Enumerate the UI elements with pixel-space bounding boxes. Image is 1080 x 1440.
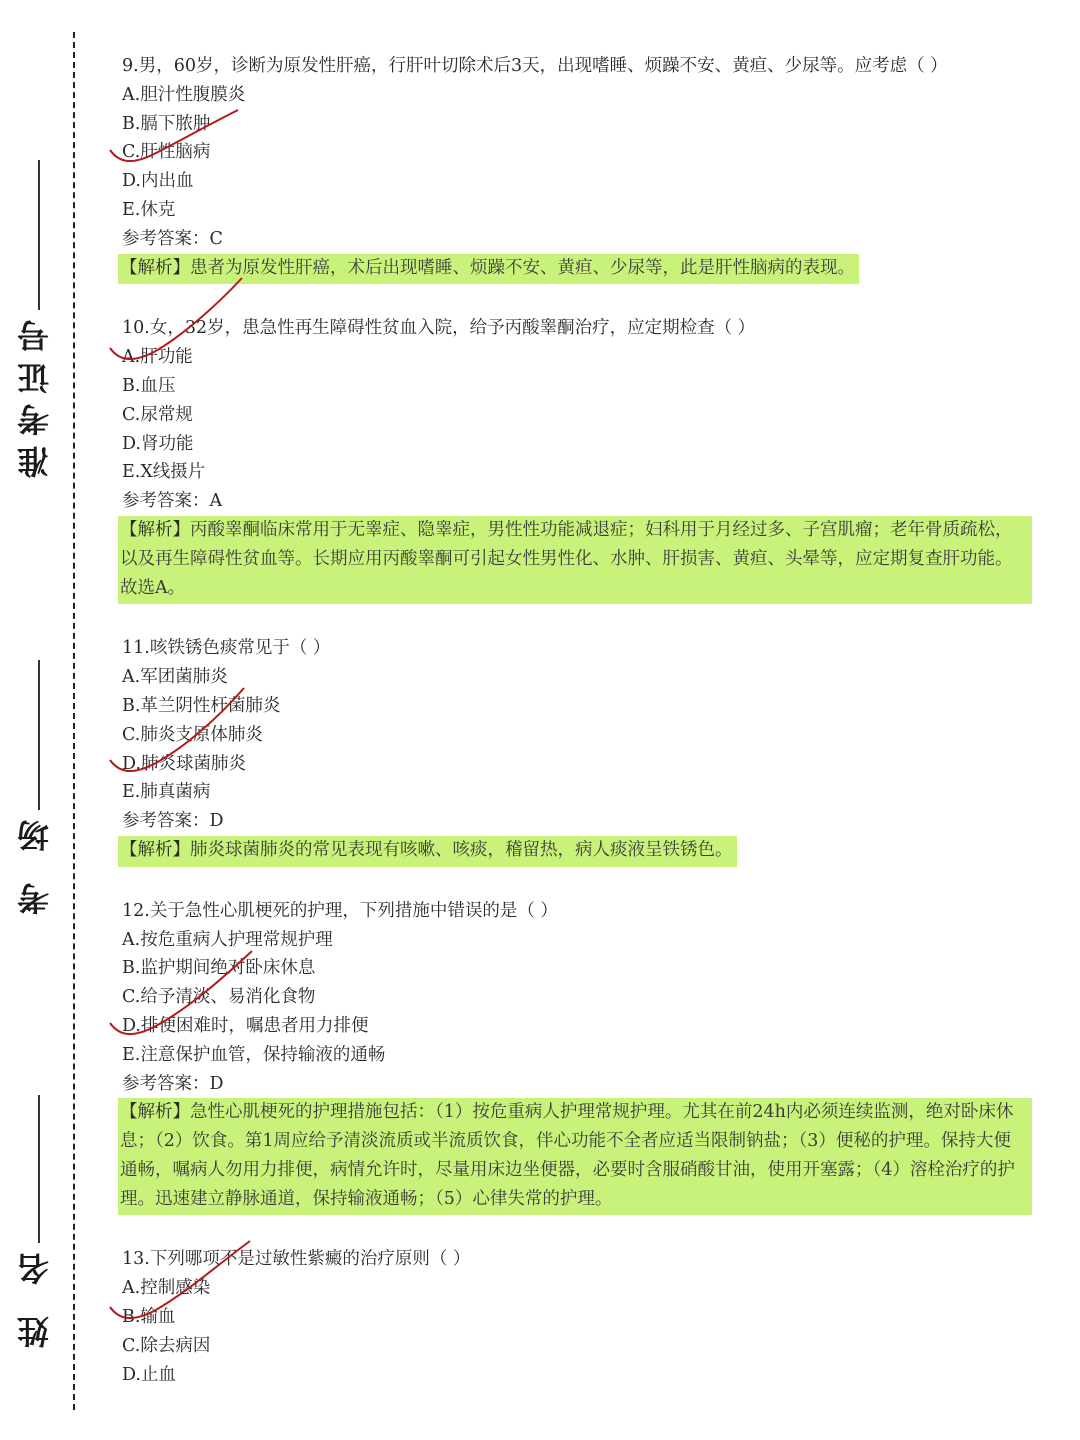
reference-answer: 参考答案：A [122, 491, 223, 512]
reference-answer: 参考答案：C [122, 228, 223, 249]
exam-room-blank [38, 660, 40, 810]
option-a: A.控制感染 [122, 1278, 211, 1299]
analysis-text: 肺炎球菌肺炎的常见表现有咳嗽、咳痰，稽留热，病人痰液呈铁锈色。 [190, 839, 733, 860]
analysis-box [118, 254, 859, 285]
option-b: B.血压 [122, 375, 176, 396]
option-a: A.军团菌肺炎 [122, 667, 228, 688]
option-c: C.给予清淡、易消化食物 [122, 987, 316, 1008]
name-field [8, 1095, 62, 1348]
exam-info-margin [0, 0, 90, 1440]
question-stem: 13.下列哪项不是过敏性紫癜的治疗原则（ ） [122, 1249, 471, 1270]
option-d: D.肾功能 [122, 433, 194, 454]
option-e: E.休克 [122, 199, 176, 220]
question-stem: 11.咳铁锈色痰常见于（ ） [122, 638, 331, 659]
option-c: C.肝性脑病 [122, 142, 211, 163]
option-d: D.排便困难时，嘱患者用力排便 [122, 1015, 369, 1036]
option-b: B.膈下脓肿 [122, 113, 211, 134]
question-list [122, 52, 1042, 1419]
exam-number-blank [38, 160, 40, 310]
question-12 [122, 897, 1042, 1216]
option-c: C.肺炎支原体肺炎 [122, 724, 263, 745]
option-a: A.胆汁性腹膜炎 [122, 84, 246, 105]
analysis-tag: 【解析】 [120, 1102, 190, 1123]
analysis-box [118, 836, 737, 867]
name-blank [38, 1095, 40, 1243]
option-e: E.X线摄片 [122, 462, 206, 483]
name-label: 姓 名 [16, 1243, 54, 1349]
analysis-box [118, 1098, 1032, 1215]
cut-line [73, 32, 75, 1410]
option-d: D.内出血 [122, 171, 194, 192]
option-a: A.肝功能 [122, 347, 193, 368]
exam-number-label: 准考证号 [16, 310, 54, 478]
question-11 [122, 634, 1042, 866]
analysis-tag: 【解析】 [120, 839, 190, 860]
option-d: D.肺炎球菌肺炎 [122, 753, 246, 774]
reference-answer: 参考答案：D [122, 1073, 224, 1094]
question-9 [122, 52, 1042, 284]
option-e: E.注意保护血管，保持输液的通畅 [122, 1044, 386, 1065]
exam-room-field [8, 660, 62, 915]
analysis-tag: 【解析】 [120, 519, 190, 540]
reference-answer: 参考答案：D [122, 811, 224, 832]
analysis-text: 丙酸睾酮临床常用于无睾症、隐睾症，男性性功能减退症；妇科用于月经过多、子宫肌瘤；老年骨质疏松，以及再生障碍性贫血等。长期应用丙酸睾酮可引起女性男性化、水肿、肝损害、黄疸、头晕等，应定期复查肝功能。故选A。 [120, 519, 1013, 598]
option-e: E.肺真菌病 [122, 782, 211, 803]
analysis-text: 急性心肌梗死的护理措施包括：（1）按危重病人护理常规护理。尤其在前24h内必须连续监测，绝对卧床休息；（2）饮食。第1周应给予清淡流质或半流质饮食，伴心功能不全者应适当限制钠盐；（3）便秘的护理。保持大便通畅，嘱病人勿用力排便，病情允许时，尽量用床边坐便器，必要时含服硝酸甘油，使用开塞露；（4）溶栓治疗的护理。迅速建立静脉通道，保持输液通畅；（5）心律失常的护理。 [120, 1102, 1015, 1209]
option-b: B.监护期间绝对卧床休息 [122, 958, 316, 979]
option-a: A.按危重病人护理常规护理 [122, 929, 333, 950]
question-13 [122, 1245, 1042, 1389]
question-stem: 12.关于急性心肌梗死的护理，下列措施中错误的是（ ） [122, 900, 558, 921]
question-10 [122, 314, 1042, 604]
option-d: D.止血 [122, 1364, 176, 1385]
question-stem: 9.男，60岁，诊断为原发性肝癌，行肝叶切除术后3天，出现嗜睡、烦躁不安、黄疸、少尿等。应考虑（ ） [122, 56, 948, 76]
analysis-box [118, 516, 1032, 604]
exam-room-label: 考 场 [16, 810, 54, 916]
analysis-text: 患者为原发性肝癌，术后出现嗜睡、烦躁不安、黄疸、少尿等，此是肝性脑病的表现。 [190, 257, 855, 278]
analysis-tag: 【解析】 [120, 257, 190, 278]
option-c: C.尿常规 [122, 404, 193, 425]
option-b: B.革兰阴性杆菌肺炎 [122, 695, 281, 716]
question-stem: 10.女，32岁，患急性再生障碍性贫血入院，给予丙酸睾酮治疗，应定期检查（ ） [122, 318, 756, 339]
option-b: B.输血 [122, 1307, 176, 1328]
exam-number-field [8, 160, 62, 478]
option-c: C.除去病因 [122, 1335, 211, 1356]
